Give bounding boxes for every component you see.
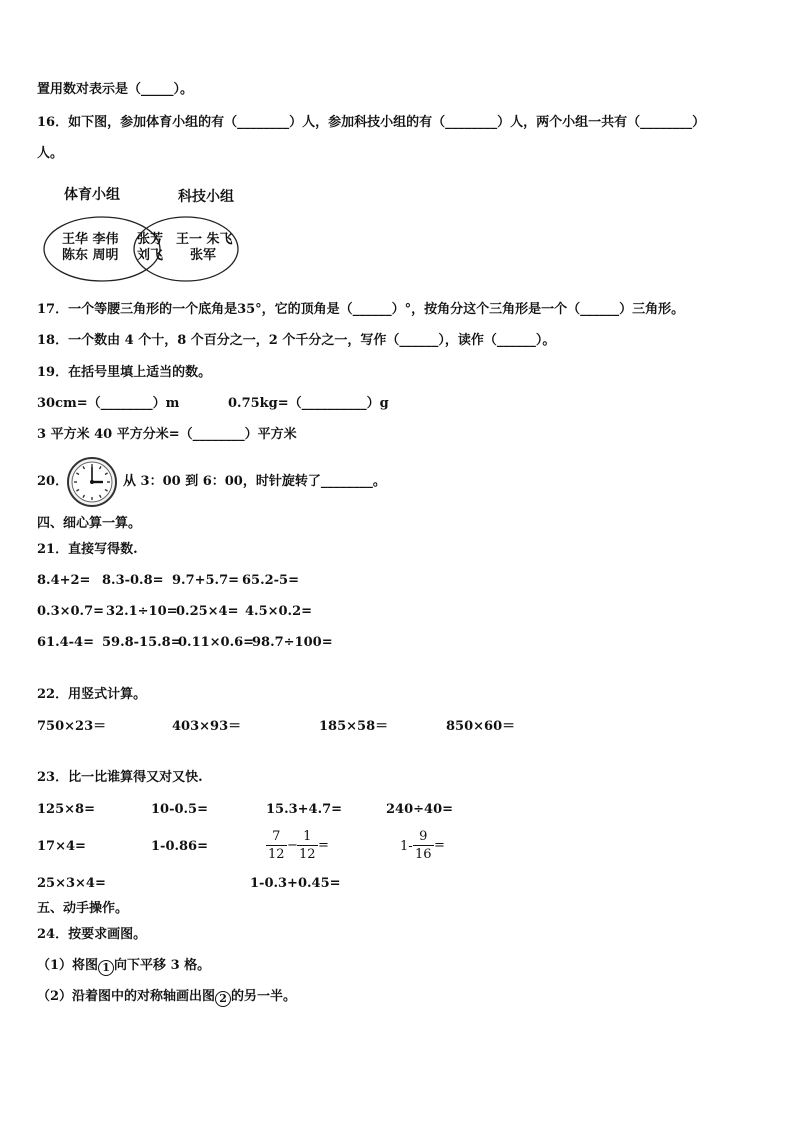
vertical-calc-item: 403×93＝ bbox=[172, 719, 242, 734]
calc-item: 59.8-15.8= bbox=[102, 635, 182, 650]
equals-sign: = bbox=[434, 838, 445, 853]
calc-item: 4.5×0.2= bbox=[245, 604, 313, 619]
calc-item: 32.1÷10= bbox=[106, 604, 178, 619]
fraction-1-12 bbox=[297, 828, 318, 863]
venn-both-names-2: 刘飞 bbox=[137, 248, 164, 263]
question-17-text: 17．一个等腰三角形的一个底角是35°，它的顶角是（______）°，按角分这个三角形是一个（______）三角形。 bbox=[37, 302, 685, 317]
question-23-text: 23．比一比谁算得又对又快. bbox=[37, 770, 203, 785]
question-19-item-a: 30cm=（________）m bbox=[37, 396, 180, 411]
question-19-text: 19．在括号里填上适当的数。 bbox=[37, 365, 212, 380]
circled-number-1: 1 bbox=[98, 960, 114, 976]
calc-item: 1-0.3+0.45= bbox=[250, 876, 341, 891]
fraction-numerator: 1 bbox=[303, 829, 312, 844]
question-20-number: 20． bbox=[37, 474, 69, 489]
part-2-suffix: 的另一半。 bbox=[231, 989, 297, 1004]
one-minus: 1- bbox=[400, 839, 413, 854]
vertical-calc-item: 850×60＝ bbox=[446, 719, 516, 734]
part-1-prefix: （1）将图 bbox=[37, 958, 99, 973]
fraction-numerator: 9 bbox=[419, 829, 428, 844]
calc-item: 0.11×0.6= bbox=[178, 635, 255, 650]
calc-item: 9.7+5.7= bbox=[172, 573, 240, 588]
part-1-suffix: 向下平移 3 格。 bbox=[114, 958, 211, 973]
section-5-heading: 五、动手操作。 bbox=[37, 901, 129, 916]
calc-item: 10-0.5= bbox=[151, 802, 208, 817]
question-20-text: 从 3：00 到 6：00，时针旋转了________。 bbox=[123, 474, 386, 489]
question-24-part-2 bbox=[37, 989, 296, 1007]
calc-item: 1-0.86= bbox=[151, 839, 208, 854]
venn-right-title: 科技小组 bbox=[178, 189, 234, 205]
question-19-item-c: 3 平方米 40 平方分米=（________）平方米 bbox=[37, 427, 297, 442]
calc-item: 0.3×0.7= bbox=[37, 604, 105, 619]
question-22-text: 22．用竖式计算。 bbox=[37, 687, 147, 702]
fraction-denominator: 16 bbox=[415, 847, 432, 862]
question-21-text: 21．直接写得数. bbox=[37, 542, 138, 557]
venn-diagram bbox=[40, 178, 250, 290]
question-15-tail: 置用数对表示是（_____）。 bbox=[37, 82, 194, 97]
section-4-heading: 四、细心算一算。 bbox=[37, 516, 142, 531]
calc-item: 61.4-4= bbox=[37, 635, 94, 650]
calc-item: 98.7÷100= bbox=[252, 635, 333, 650]
question-24-text: 24．按要求画图。 bbox=[37, 927, 147, 942]
equals-sign: = bbox=[318, 838, 329, 853]
calc-item: 8.4+2= bbox=[37, 573, 91, 588]
question-24-part-1 bbox=[37, 958, 210, 976]
circled-number-2: 2 bbox=[215, 991, 231, 1007]
venn-left-names-1: 王华 李伟 bbox=[62, 232, 119, 247]
question-19-item-b: 0.75kg=（__________）g bbox=[228, 396, 389, 411]
question-18-text: 18．一个数由 4 个十，8 个百分之一，2 个千分之一，写作（______），读作（______）。 bbox=[37, 333, 556, 348]
fraction-9-16 bbox=[413, 828, 434, 863]
vertical-calc-item: 750×23＝ bbox=[37, 719, 107, 734]
calc-item: 65.2-5= bbox=[242, 573, 299, 588]
minus-sign: − bbox=[287, 838, 298, 853]
fraction-denominator: 12 bbox=[268, 847, 285, 862]
calc-item: 125×8= bbox=[37, 802, 95, 817]
venn-right-names-1: 王一 朱飞 bbox=[176, 232, 233, 247]
question-16-text-cont: 人。 bbox=[37, 146, 64, 161]
venn-left-title: 体育小组 bbox=[64, 187, 120, 203]
fraction-denominator: 12 bbox=[299, 847, 316, 862]
calc-item: 240÷40= bbox=[386, 802, 454, 817]
fraction-7-12 bbox=[266, 828, 287, 863]
question-16-text: 16．如下图，参加体育小组的有（________）人，参加科技小组的有（________）人，两个小组一共有（________） bbox=[37, 115, 706, 130]
fraction-numerator: 7 bbox=[272, 829, 281, 844]
vertical-calc-item: 185×58＝ bbox=[319, 719, 389, 734]
venn-both-names-1: 张芳 bbox=[137, 232, 164, 247]
calc-item: 0.25×4= bbox=[176, 604, 239, 619]
calc-item: 17×4= bbox=[37, 839, 86, 854]
calc-item: 15.3+4.7= bbox=[266, 802, 343, 817]
part-2-prefix: （2）沿着图中的对称轴画出图 bbox=[37, 989, 216, 1004]
calc-item: 8.3-0.8= bbox=[102, 573, 164, 588]
calc-item: 25×3×4= bbox=[37, 876, 106, 891]
clock-icon bbox=[66, 456, 118, 508]
venn-left-names-2: 陈东 周明 bbox=[62, 248, 119, 263]
venn-right-names-2: 张军 bbox=[190, 248, 217, 263]
